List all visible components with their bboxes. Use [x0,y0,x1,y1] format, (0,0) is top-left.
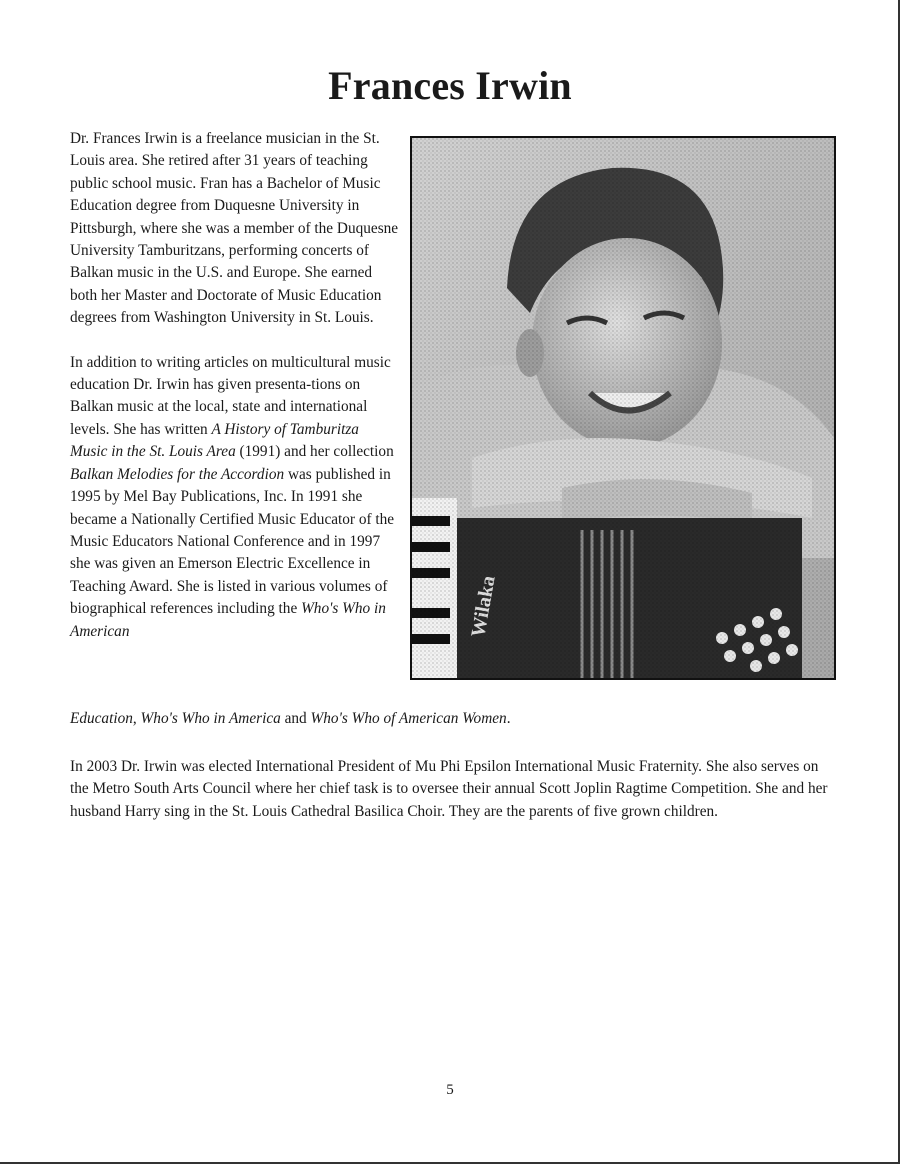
paragraph-presidency: In 2003 Dr. Irwin was elected International President of Mu Phi Epsilon International Music Fraternity. She also serves on the Metro South Arts Council where her chief task is to oversee their annual Scott Joplin Ragtime Competition. She and her husband Harry sing in the St. Louis Cathedral Basilica Choir. They are the parents of five grown children. [70,758,828,820]
reference-title-whos-who-women: Who's Who of American Women [310,710,507,727]
book-title-balkan-melodies: Balkan Melodies for the Accordion [70,465,285,483]
text-column [70,128,400,643]
portrait-photo [410,136,836,680]
paragraph-biography: Dr. Frances Irwin is a freelance musician in the St. Louis area. She retired after 31 years of teaching public school music. Fran has a Bachelor of Music Education degree from Duquesne University in Pittsburgh, where she was a member of the Duquesne University Tamburitzans, performing concerts of Balkan music in the U.S. and Europe. She earned both her Master and Doctorate of Music Education degrees from Washington University in St. Louis. [70,130,399,327]
portrait-with-accordion-photo [412,138,834,678]
page-number: 5 [446,1082,454,1098]
reference-title-whos-who-america: Who's Who in America [140,710,281,727]
paragraph-publications: In addition to writing articles on multicultural music education Dr. Irwin has given presenta-tions on Balkan music at the local, state and international levels. She has written A History of Tamburitza Music in the St. Louis Area (1991) and her collection Balkan Melodies for the Accordion was published in 1995 by Mel Bay Publications, Inc. In 1991 she became a Nationally Certified Music Educator of the Music Educators National Conference and in 1997 she was given an Emerson Electric Excellence in Teaching Award. She is listed in various volumes of biographical references including the Who's Who in American [70,353,395,640]
page-title: Frances Irwin [328,63,572,108]
book-title-history: A History of Tamburitza Music in the St. Louis Area [70,420,359,461]
reference-title-whos-who-education: Who's Who in American [70,600,386,640]
paragraph-publications-continued: Education, Who's Who in America and Who's Who of American Women. [70,710,511,727]
